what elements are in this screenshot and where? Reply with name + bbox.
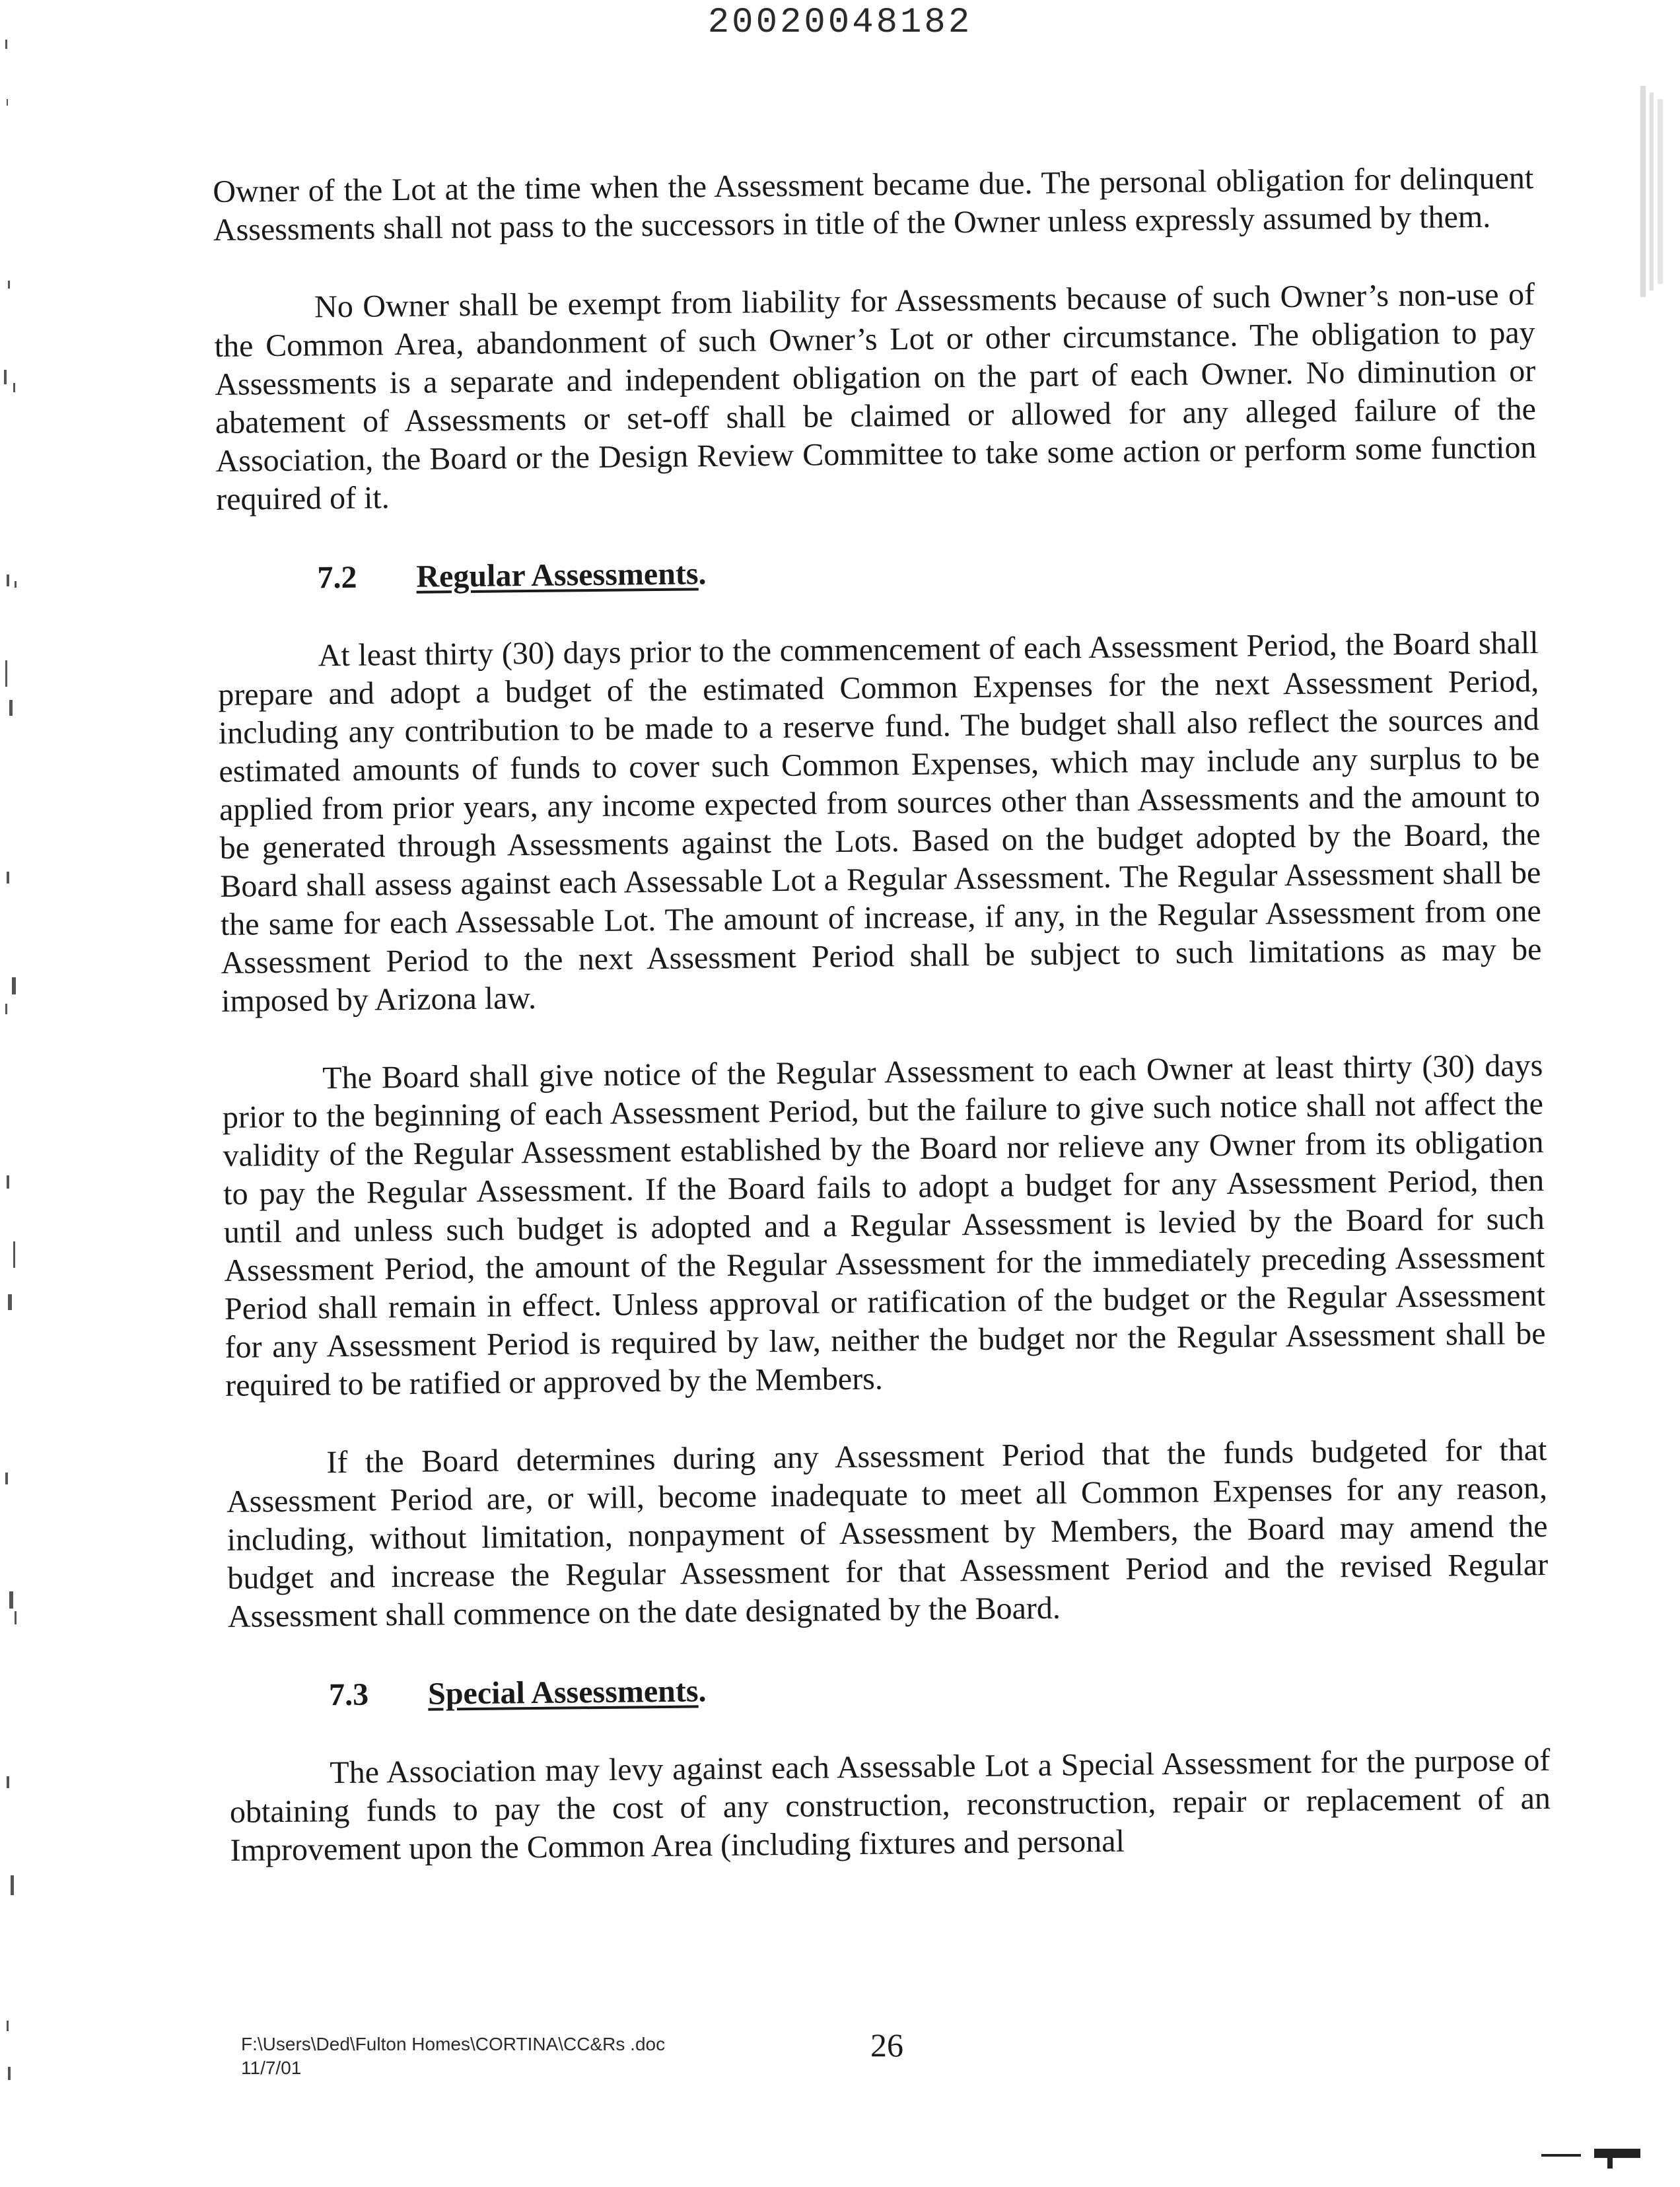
scan-edge-marks xyxy=(0,0,46,2187)
section-7-2-paragraph-1: At least thirty (30) days prior to the commencement of each Assessment Period, the Board shall prepare and adopt a budget of the estimated Common Expenses for the next Assessment Period, including any contribution to be made to a reserve fund. The budget shall also reflect the sources and estimated amounts of funds to cover such Common Expenses, which may include any surplus to be applied from prior years, any income expected from sources other than Assessments and the amount to be generated through Assessments against the Lots. Based on the budget adopted by the Board, the Board shall assess against each Assessable Lot a Regular Assessment. The Regular Assessment shall be the same for each Assessable Lot. The amount of increase, if any, in the Regular Assessment from one Assessment Period to the next Assessment Period shall be subject to such limitations as may be imposed by Arizona law. xyxy=(218,625,1542,1019)
footer-file-path: F:\Users\Ded\Fulton Homes\CORTINA\CC&Rs .doc xyxy=(241,2034,666,2054)
section-number: 7.2 xyxy=(317,559,357,596)
intro-paragraph-1: Owner of the Lot at the time when the Assessment became due. The personal obligation for delinquent Assessments shall not pass to the successors in title of the Owner unless expressly assumed by them. xyxy=(213,160,1534,248)
page-content xyxy=(213,159,1551,1870)
section-number: 7.3 xyxy=(328,1677,369,1713)
footer xyxy=(241,2032,967,2080)
section-7-3-paragraph-1: The Association may levy against each Assessable Lot a Special Assessment for the purpose of obtaining funds to pay the cost of any construction, reconstruction, repair or replacement of an Improvement upon the Common Area (including fixtures and personal xyxy=(229,1742,1551,1868)
footer-date: 11/7/01 xyxy=(241,2058,302,2078)
section-title-punct: . xyxy=(698,1673,707,1709)
document-number: 20020048182 xyxy=(707,3,973,43)
section-7-2-paragraph-2: The Board shall give notice of the Regular Assessment to each Owner at least thirty (30) days prior to the beginning of each Assessment Period, but the failure to give such notice shall not affect the validity of the Regular Assessment established by the Board nor relieve any Owner from its obligation to pay the Regular Assessment. If the Board fails to adopt a budget for any Assessment Period, then until and unless such budget is adopted and a Regular Assessment is levied by the Board for such Assessment Period, the amount of the Regular Assessment for the immediately preceding Assessment Period shall remain in effect. Unless approval or ratification of the budget or the Regular Assessment for any Assessment Period is required by law, neither the budget nor the Regular Assessment shall be required to be ratified or approved by the Members. xyxy=(222,1047,1546,1403)
section-7-2-paragraph-3: If the Board determines during any Assessment Period that the funds budgeted for that Assessment Period are, or will, become inadequate to meet all Common Expenses for any reason, including, without limitation, nonpayment of Assessment by Members, the Board may amend the budget and increase the Regular Assessment for that Assessment Period and the revised Regular Assessment shall commence on the date designated by the Board. xyxy=(226,1432,1549,1634)
intro-paragraph-2: No Owner shall be exempt from liability for Assessments because of such Owner’s non-use of the Common Area, abandonment of such Owner’s Lot or other circumstance. The obligation to pay Assessments is a separate and independent obligation on the part of each Owner. No diminution or abatement of Assessments or set-off shall be claimed or allowed for any alleged failure of the Association, the Board or the Design Review Committee to take some action or perform some function required of it. xyxy=(214,277,1537,517)
page-number: 26 xyxy=(870,2027,903,2064)
scan-bottom-mark xyxy=(1522,2134,1654,2174)
section-title-punct: . xyxy=(698,556,707,592)
section-title: Special Assessments xyxy=(427,1673,699,1712)
section-title: Regular Assessments xyxy=(416,556,699,594)
section-heading-7-2 xyxy=(217,546,1537,598)
scan-corner-stamp xyxy=(1621,79,1680,317)
section-heading-7-3 xyxy=(228,1663,1549,1716)
